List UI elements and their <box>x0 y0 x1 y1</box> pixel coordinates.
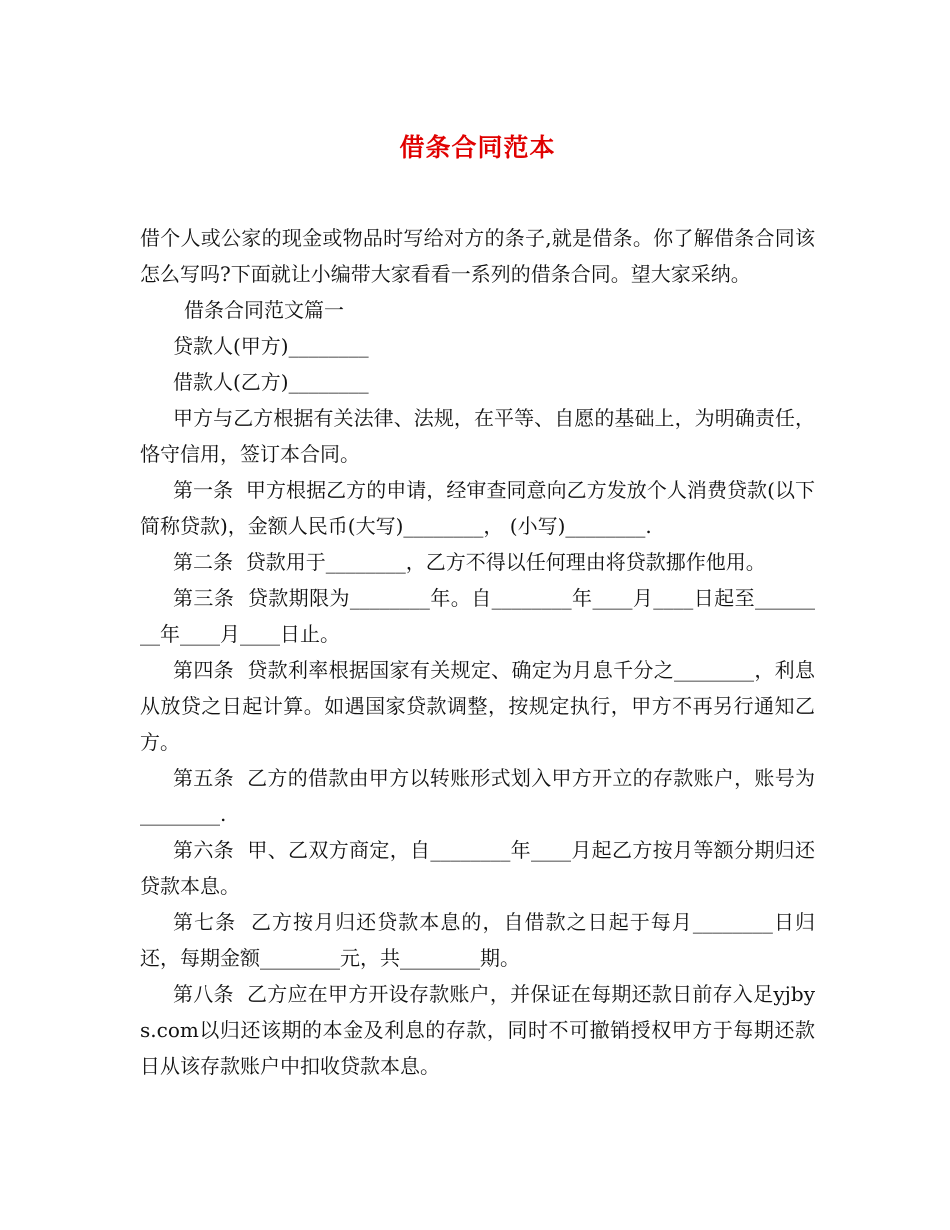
section-heading: 借条合同范文篇一 <box>184 298 344 322</box>
document-page <box>140 128 815 1084</box>
borrower-line: 借款人(乙方)________ <box>173 370 369 394</box>
preamble-paragraph: 甲方与乙方根据有关法律、法规，在平等、自愿的基础上，为明确责任，恪守信用，签订本合同。 <box>140 406 815 466</box>
article-5: 第五条 乙方的借款由甲方以转账形式划入甲方开立的存款账户，账号为________. <box>140 766 815 826</box>
article-6: 第六条 甲、乙双方商定，自________年____月起乙方按月等额分期归还贷款本息。 <box>140 838 815 898</box>
article-3: 第三条 贷款期限为________年。自________年____月____日起至________年____月____日止。 <box>140 586 815 646</box>
article-2: 第二条 贷款用于________，乙方不得以任何理由将贷款挪作他用。 <box>173 550 766 574</box>
document-title: 借条合同范本 <box>399 133 556 162</box>
intro-paragraph: 借个人或公家的现金或物品时写给对方的条子,就是借条。你了解借条合同该怎么写吗?下面就让小编带大家看看一系列的借条合同。望大家采纳。 <box>140 226 815 286</box>
article-1: 第一条 甲方根据乙方的申请，经审查同意向乙方发放个人消费贷款(以下简称贷款)，金额人民币(大写)________， (小写)________. <box>140 478 815 538</box>
lender-line: 贷款人(甲方)________ <box>173 334 369 358</box>
article-4: 第四条 贷款利率根据国家有关规定、确定为月息千分之________，利息从放贷之日起计算。如遇国家贷款调整，按规定执行，甲方不再另行通知乙方。 <box>140 658 815 754</box>
article-7: 第七条 乙方按月归还贷款本息的，自借款之日起于每月________日归还，每期金额________元，共________期。 <box>140 910 815 970</box>
article-8: 第八条 乙方应在甲方开设存款账户，并保证在每期还款日前存入足yjbys.com以归还该期的本金及利息的存款，同时不可撤销授权甲方于每期还款日从该存款账户中扣收贷款本息。 <box>140 982 815 1078</box>
